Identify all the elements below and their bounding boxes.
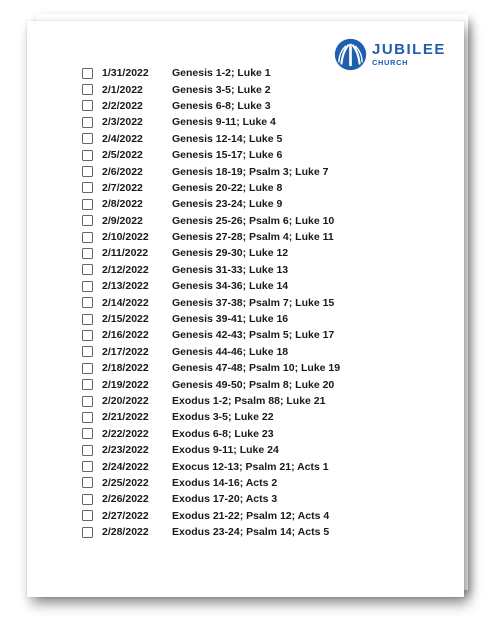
reading-date: 2/22/2022: [102, 427, 149, 440]
reading-passages: Genesis 25-26; Psalm 6; Luke 10: [172, 214, 335, 227]
schedule-row: [82, 163, 329, 179]
schedule-row: [82, 360, 341, 376]
schedule-row: [82, 98, 271, 114]
reading-checkbox[interactable]: [82, 215, 93, 226]
reading-passages: Genesis 15-17; Luke 6: [172, 149, 283, 162]
schedule-row: [82, 311, 289, 327]
schedule-row: [82, 294, 335, 310]
reading-date: 2/12/2022: [102, 263, 149, 276]
reading-passages: Exodus 3-5; Luke 22: [172, 411, 274, 424]
reading-date: 2/23/2022: [102, 444, 149, 457]
reading-checkbox[interactable]: [82, 314, 93, 325]
reading-passages: Genesis 47-48; Psalm 10; Luke 19: [172, 362, 341, 375]
reading-checkbox[interactable]: [82, 428, 93, 439]
reading-checkbox[interactable]: [82, 379, 93, 390]
logo-subtitle: CHURCH: [372, 57, 409, 67]
reading-date: 2/26/2022: [102, 493, 149, 506]
reading-checkbox[interactable]: [82, 461, 93, 472]
reading-schedule: [82, 65, 341, 540]
reading-checkbox[interactable]: [82, 396, 93, 407]
schedule-row: [82, 475, 278, 491]
reading-checkbox[interactable]: [82, 445, 93, 456]
reading-checkbox[interactable]: [82, 248, 93, 259]
reading-checkbox[interactable]: [82, 232, 93, 243]
reading-date: 2/18/2022: [102, 362, 149, 375]
reading-passages: Genesis 34-36; Luke 14: [172, 280, 289, 293]
church-logo: [334, 37, 446, 71]
reading-date: 2/8/2022: [102, 198, 143, 211]
schedule-row: [82, 147, 283, 163]
reading-checkbox[interactable]: [82, 150, 93, 161]
reading-passages: Genesis 42-43; Psalm 5; Luke 17: [172, 329, 335, 342]
schedule-row: [82, 393, 326, 409]
reading-date: 2/19/2022: [102, 378, 149, 391]
reading-passages: Exodus 9-11; Luke 24: [172, 444, 279, 457]
reading-passages: Genesis 44-46; Luke 18: [172, 345, 289, 358]
reading-checkbox[interactable]: [82, 281, 93, 292]
reading-date: 2/5/2022: [102, 149, 143, 162]
logo-name: JUBILEE: [372, 40, 446, 58]
reading-passages: Genesis 9-11; Luke 4: [172, 116, 276, 129]
reading-checkbox[interactable]: [82, 84, 93, 95]
reading-passages: Exodus 21-22; Psalm 12; Acts 4: [172, 509, 330, 522]
reading-passages: Genesis 29-30; Luke 12: [172, 247, 289, 260]
reading-date: 2/13/2022: [102, 280, 149, 293]
reading-date: 2/28/2022: [102, 526, 149, 539]
reading-date: 2/10/2022: [102, 231, 149, 244]
schedule-row: [82, 508, 330, 524]
reading-date: 2/25/2022: [102, 476, 149, 489]
reading-date: 2/3/2022: [102, 116, 143, 129]
reading-passages: Genesis 27-28; Psalm 4; Luke 11: [172, 231, 334, 244]
reading-date: 2/16/2022: [102, 329, 149, 342]
schedule-row: [82, 524, 330, 540]
reading-passages: Exocus 12-13; Psalm 21; Acts 1: [172, 460, 329, 473]
schedule-row: [82, 458, 329, 474]
reading-passages: Genesis 31-33; Luke 13: [172, 263, 289, 276]
reading-date: 2/2/2022: [102, 99, 143, 112]
schedule-row: [82, 213, 335, 229]
reading-checkbox[interactable]: [82, 199, 93, 210]
reading-passages: Genesis 18-19; Psalm 3; Luke 7: [172, 165, 329, 178]
reading-passages: Genesis 20-22; Luke 8: [172, 181, 283, 194]
reading-date: 2/14/2022: [102, 296, 149, 309]
schedule-row: [82, 262, 289, 278]
reading-date: 2/7/2022: [102, 181, 143, 194]
schedule-row: [82, 278, 289, 294]
reading-date: 1/31/2022: [102, 67, 149, 80]
schedule-row: [82, 442, 279, 458]
reading-checkbox[interactable]: [82, 166, 93, 177]
schedule-row: [82, 245, 289, 261]
reading-date: 2/6/2022: [102, 165, 143, 178]
reading-passages: Genesis 6-8; Luke 3: [172, 99, 271, 112]
schedule-row: [82, 327, 335, 343]
reading-checkbox[interactable]: [82, 330, 93, 341]
reading-date: 2/1/2022: [102, 83, 143, 96]
reading-checkbox[interactable]: [82, 346, 93, 357]
reading-checkbox[interactable]: [82, 117, 93, 128]
reading-passages: Genesis 39-41; Luke 16: [172, 313, 289, 326]
schedule-row: [82, 426, 274, 442]
reading-checkbox[interactable]: [82, 477, 93, 488]
reading-date: 2/15/2022: [102, 313, 149, 326]
reading-passages: Genesis 1-2; Luke 1: [172, 67, 271, 80]
reading-date: 2/11/2022: [102, 247, 149, 260]
reading-passages: Genesis 49-50; Psalm 8; Luke 20: [172, 378, 335, 391]
reading-date: 2/9/2022: [102, 214, 143, 227]
schedule-row: [82, 81, 271, 97]
reading-passages: Genesis 12-14; Luke 5: [172, 132, 283, 145]
reading-checkbox[interactable]: [82, 100, 93, 111]
reading-checkbox[interactable]: [82, 264, 93, 275]
reading-passages: Genesis 37-38; Psalm 7; Luke 15: [172, 296, 335, 309]
reading-passages: Genesis 23-24; Luke 9: [172, 198, 283, 211]
reading-checkbox[interactable]: [82, 412, 93, 423]
reading-date: 2/21/2022: [102, 411, 149, 424]
reading-checkbox[interactable]: [82, 510, 93, 521]
schedule-row: [82, 409, 274, 425]
reading-date: 2/17/2022: [102, 345, 149, 358]
reading-passages: Exodus 1-2; Psalm 88; Luke 21: [172, 395, 326, 407]
reading-passages: Exodus 17-20; Acts 3: [172, 493, 278, 506]
reading-passages: Genesis 3-5; Luke 2: [172, 83, 271, 96]
reading-date: 2/4/2022: [102, 132, 143, 145]
reading-date: 2/24/2022: [102, 460, 149, 473]
reading-passages: Exodus 6-8; Luke 23: [172, 427, 274, 440]
reading-checkbox[interactable]: [82, 297, 93, 308]
schedule-row: [82, 180, 283, 196]
reading-checkbox[interactable]: [82, 182, 93, 193]
reading-checkbox[interactable]: [82, 494, 93, 505]
reading-checkbox[interactable]: [82, 68, 93, 79]
schedule-row: [82, 65, 271, 81]
reading-checkbox[interactable]: [82, 363, 93, 374]
reading-date: 2/27/2022: [102, 509, 149, 522]
schedule-row: [82, 491, 278, 507]
schedule-row: [82, 131, 283, 147]
schedule-row: [82, 229, 334, 245]
reading-checkbox[interactable]: [82, 133, 93, 144]
schedule-row: [82, 376, 335, 392]
reading-passages: Exodus 14-16; Acts 2: [172, 476, 278, 489]
schedule-row: [82, 196, 283, 212]
reading-passages: Exodus 23-24; Psalm 14; Acts 5: [172, 526, 330, 539]
reading-date: 2/20/2022: [102, 395, 149, 407]
jubilee-logo-icon: [334, 38, 367, 71]
reading-checkbox[interactable]: [82, 527, 93, 538]
schedule-row: [82, 114, 276, 130]
schedule-row: [82, 344, 289, 360]
